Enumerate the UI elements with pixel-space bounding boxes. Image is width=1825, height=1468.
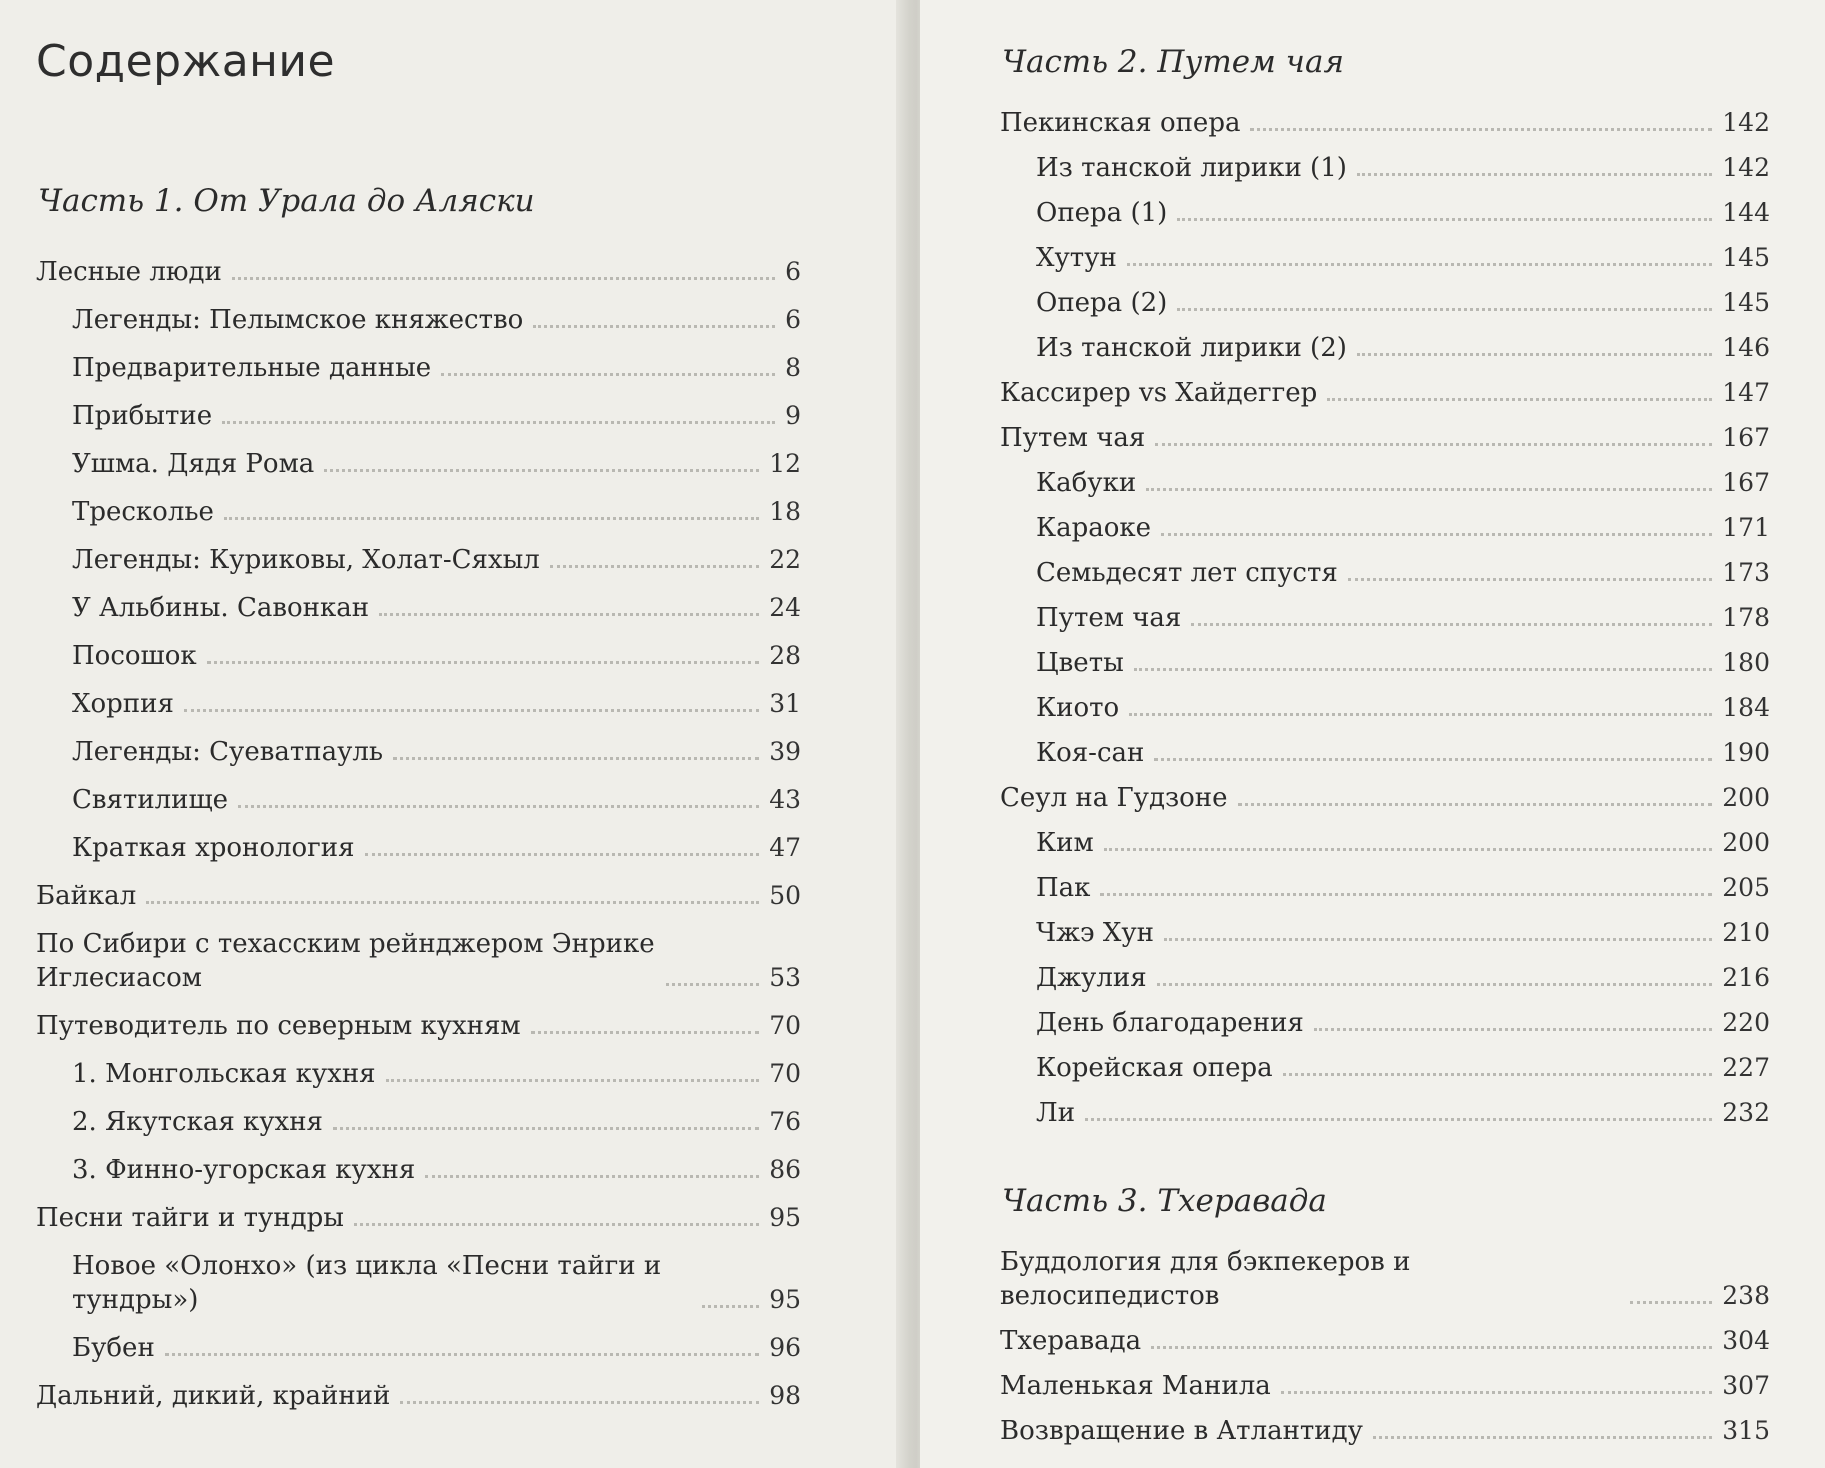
toc-entry-page: 28 — [769, 641, 801, 670]
toc-entry-page: 6 — [785, 257, 801, 286]
toc-entry — [36, 879, 801, 913]
dot-leader — [1238, 803, 1713, 806]
toc-entry-title: Легенды: Куриковы, Холат-Сяхыл — [72, 545, 540, 575]
toc-entry-title: Цветы — [1036, 648, 1124, 678]
toc-entry-page: 142 — [1722, 108, 1770, 137]
toc-entry-title: Святилище — [72, 785, 229, 815]
dot-leader — [238, 805, 759, 808]
toc-entry-title: Легенды: Суеватпауль — [72, 737, 384, 767]
toc-entry-page: 147 — [1722, 378, 1770, 407]
toc-entry-page: 173 — [1722, 558, 1770, 587]
toc-entry-title: По Сибири с техасским рейнджером Энрике Иглесиасом — [36, 929, 655, 993]
toc-entry — [36, 495, 801, 529]
toc-entry-title: Возвращение в Атлантиду — [1000, 1416, 1363, 1446]
toc-entry-title: Кассирер vs Хайдеггер — [1000, 378, 1318, 408]
toc-entry — [1000, 511, 1770, 545]
toc-entry-title: Семьдесят лет спустя — [1036, 558, 1338, 588]
dot-leader — [1129, 713, 1712, 716]
toc-entry-page: 47 — [769, 833, 801, 862]
dot-leader — [393, 757, 759, 760]
toc-title: Содержание — [36, 36, 336, 87]
dot-leader — [1630, 1301, 1712, 1304]
dot-leader — [333, 1127, 759, 1130]
toc-entry-title: У Альбины. Савонкан — [72, 593, 370, 623]
dot-leader — [1327, 398, 1712, 401]
toc-entry-page: 95 — [769, 1203, 801, 1232]
dot-leader — [165, 1353, 759, 1356]
toc-entry — [1000, 736, 1770, 770]
toc-entry — [36, 351, 801, 385]
toc-entry-page: 12 — [769, 449, 801, 478]
toc-entry-page: 205 — [1722, 873, 1770, 902]
toc-entry — [36, 1249, 801, 1317]
toc-entry — [36, 1201, 801, 1235]
toc-entry — [36, 639, 801, 673]
dot-leader — [379, 613, 759, 616]
toc-entry-page: 304 — [1722, 1326, 1770, 1355]
toc-entry-title: Бубен — [72, 1333, 155, 1363]
toc-entry-page: 210 — [1722, 918, 1770, 947]
toc-entry-page: 232 — [1722, 1098, 1770, 1127]
dot-leader — [222, 421, 775, 424]
dot-leader — [365, 853, 760, 856]
toc-entry-page: 95 — [769, 1285, 801, 1314]
toc-entry-title: Прибытие — [72, 401, 213, 431]
toc-entry-page: 76 — [769, 1107, 801, 1136]
toc-entry — [1000, 466, 1770, 500]
toc-entry-title: Из танской лирики (2) — [1036, 333, 1347, 363]
toc-entry — [1000, 1245, 1770, 1313]
toc-entry-title: Чжэ Хун — [1036, 918, 1154, 948]
dot-leader — [1146, 488, 1712, 491]
dot-leader — [1357, 353, 1712, 356]
dot-leader — [324, 469, 759, 472]
toc-entry-title: Пак — [1036, 873, 1091, 903]
dot-leader — [702, 1305, 759, 1308]
toc-entry — [36, 687, 801, 721]
dot-leader — [146, 901, 759, 904]
toc-entry — [1000, 1414, 1770, 1448]
part-1-title: Часть 1. От Урала до Аляски — [38, 183, 535, 219]
toc-entry-title: Опера (1) — [1036, 198, 1168, 228]
toc-entry-page: 200 — [1722, 828, 1770, 857]
toc-entry-title: День благодарения — [1036, 1008, 1304, 1038]
toc-entry — [1000, 1006, 1770, 1040]
toc-entry-page: 167 — [1722, 423, 1770, 452]
dot-leader — [1250, 128, 1712, 131]
toc-entry — [36, 1379, 801, 1413]
toc-entry — [1000, 1369, 1770, 1403]
dot-leader — [550, 565, 759, 568]
dot-leader — [1154, 758, 1712, 761]
dot-leader — [1164, 938, 1712, 941]
toc-entry-title: Путеводитель по северным кухням — [36, 1011, 521, 1041]
toc-entry-title: 2. Якутская кухня — [72, 1107, 323, 1137]
toc-entry — [1000, 151, 1770, 185]
dot-leader — [354, 1223, 759, 1226]
toc-entry — [36, 1009, 801, 1043]
toc-entry-page: 167 — [1722, 468, 1770, 497]
toc-entry — [36, 447, 801, 481]
toc-entry-page: 190 — [1722, 738, 1770, 767]
dot-leader — [531, 1031, 760, 1034]
dot-leader — [1357, 173, 1712, 176]
toc-entry-title: Краткая хронология — [72, 833, 355, 863]
toc-entry-title: Хутун — [1036, 243, 1117, 273]
dot-leader — [441, 373, 775, 376]
toc-entry — [36, 1057, 801, 1091]
toc-entry-title: Новое «Олонхо» (из цикла «Песни тайги и тундры») — [72, 1251, 662, 1315]
toc-entry-page: 18 — [769, 497, 801, 526]
dot-leader — [1085, 1118, 1712, 1121]
part-3-title: Часть 3. Тхеравада — [1002, 1183, 1327, 1219]
toc-entry-page: 24 — [769, 593, 801, 622]
toc-entry-title: Караоке — [1036, 513, 1152, 543]
toc-entry-page: 184 — [1722, 693, 1770, 722]
toc-entry-title: Предварительные данные — [72, 353, 432, 383]
dot-leader — [1314, 1028, 1712, 1031]
toc-entry-page: 39 — [769, 737, 801, 766]
toc-entry-title: Киото — [1036, 693, 1120, 723]
toc-entry-title: Корейская опера — [1036, 1053, 1273, 1083]
toc-entry-title: Джулия — [1036, 963, 1147, 993]
toc-entry-title: Лесные люди — [36, 257, 222, 287]
toc-entry-title: Тхеравада — [1000, 1326, 1142, 1356]
toc-entry — [36, 1331, 801, 1365]
toc-entry — [1000, 961, 1770, 995]
toc-entry-page: 315 — [1722, 1416, 1770, 1445]
toc-entry-title: Путем чая — [1000, 423, 1146, 453]
dot-leader — [1157, 983, 1713, 986]
toc-entry-page: 9 — [785, 401, 801, 430]
toc-entry-page: 144 — [1722, 198, 1770, 227]
toc-entry-page: 70 — [769, 1059, 801, 1088]
right-page — [920, 0, 1825, 1468]
part-1-entries — [36, 255, 801, 1413]
toc-entry — [1000, 781, 1770, 815]
toc-entry-page: 142 — [1722, 153, 1770, 182]
toc-entry-title: Ли — [1036, 1098, 1076, 1128]
dot-leader — [1100, 893, 1712, 896]
toc-entry-title: Ушма. Дядя Рома — [72, 449, 315, 479]
dot-leader — [207, 661, 760, 664]
dot-leader — [1177, 218, 1712, 221]
dot-leader — [1134, 668, 1713, 671]
toc-entry-page: 86 — [769, 1155, 801, 1184]
toc-entry — [1000, 1324, 1770, 1358]
toc-entry — [36, 303, 801, 337]
toc-entry-title: Дальний, дикий, крайний — [36, 1381, 391, 1411]
toc-entry-page: 200 — [1722, 783, 1770, 812]
toc-entry-title: 3. Финно-угорская кухня — [72, 1155, 416, 1185]
toc-entry-page: 145 — [1722, 243, 1770, 272]
toc-entry-title: Кабуки — [1036, 468, 1137, 498]
toc-entry-title: Из танской лирики (1) — [1036, 153, 1347, 183]
dot-leader — [1281, 1391, 1713, 1394]
toc-entry — [36, 399, 801, 433]
dot-leader — [1127, 263, 1712, 266]
toc-entry-page: 227 — [1722, 1053, 1770, 1082]
toc-entry-page: 216 — [1722, 963, 1770, 992]
part-2-title: Часть 2. Путем чая — [1002, 44, 1344, 80]
toc-entry — [1000, 196, 1770, 230]
dot-leader — [425, 1175, 759, 1178]
toc-entry — [1000, 376, 1770, 410]
toc-entry-page: 70 — [769, 1011, 801, 1040]
dot-leader — [1283, 1073, 1713, 1076]
dot-leader — [1104, 848, 1713, 851]
toc-entry — [36, 1153, 801, 1187]
dot-leader — [1373, 1436, 1712, 1439]
dot-leader — [533, 325, 775, 328]
toc-entry-title: Ким — [1036, 828, 1094, 858]
toc-entry-page: 145 — [1722, 288, 1770, 317]
toc-entry-title: Посошок — [72, 641, 197, 671]
toc-entry — [1000, 556, 1770, 590]
dot-leader — [1161, 533, 1712, 536]
toc-entry — [1000, 421, 1770, 455]
toc-entry — [36, 255, 801, 289]
toc-entry — [36, 591, 801, 625]
toc-entry-page: 146 — [1722, 333, 1770, 362]
toc-entry — [36, 927, 801, 995]
toc-entry-title: Сеул на Гудзоне — [1000, 783, 1228, 813]
toc-entry — [1000, 286, 1770, 320]
toc-entry-page: 43 — [769, 785, 801, 814]
toc-entry-page: 220 — [1722, 1008, 1770, 1037]
toc-entry — [1000, 1096, 1770, 1130]
toc-entry-title: Маленькая Манила — [1000, 1371, 1271, 1401]
dot-leader — [666, 983, 759, 986]
dot-leader — [1155, 443, 1712, 446]
toc-entry-page: 178 — [1722, 603, 1770, 632]
toc-entry-title: Коя-сан — [1036, 738, 1145, 768]
toc-entry-page: 53 — [769, 963, 801, 992]
toc-entry-page: 180 — [1722, 648, 1770, 677]
toc-entry — [1000, 331, 1770, 365]
toc-entry — [1000, 1051, 1770, 1085]
toc-entry — [1000, 601, 1770, 635]
toc-entry — [1000, 916, 1770, 950]
toc-entry-page: 238 — [1722, 1281, 1770, 1310]
dot-leader — [232, 277, 775, 280]
toc-entry-page: 50 — [769, 881, 801, 910]
toc-entry-page: 6 — [785, 305, 801, 334]
toc-entry-page: 22 — [769, 545, 801, 574]
dot-leader — [1191, 623, 1712, 626]
part-2-entries — [1000, 106, 1770, 1130]
dot-leader — [1177, 308, 1712, 311]
toc-entry — [1000, 826, 1770, 860]
dot-leader — [224, 517, 759, 520]
toc-entry-title: Путем чая — [1036, 603, 1182, 633]
toc-entry-title: 1. Монгольская кухня — [72, 1059, 376, 1089]
toc-entry-page: 98 — [769, 1381, 801, 1410]
dot-leader — [184, 709, 759, 712]
toc-entry-page: 8 — [785, 353, 801, 382]
toc-entry-title: Трескольe — [72, 497, 214, 527]
toc-entry-page: 171 — [1722, 513, 1770, 542]
toc-entry-title: Хорпия — [72, 689, 174, 719]
toc-entry — [36, 543, 801, 577]
part-3-entries — [1000, 1245, 1770, 1448]
toc-entry — [1000, 106, 1770, 140]
toc-entry — [1000, 646, 1770, 680]
toc-entry — [1000, 871, 1770, 905]
toc-entry-title: Песни тайги и тундры — [36, 1203, 344, 1233]
toc-entry-page: 31 — [769, 689, 801, 718]
toc-entry-title: Пекинская опера — [1000, 108, 1241, 138]
toc-entry — [36, 783, 801, 817]
dot-leader — [1151, 1346, 1712, 1349]
dot-leader — [400, 1401, 759, 1404]
toc-entry-title: Легенды: Пелымское княжество — [72, 305, 524, 335]
toc-entry — [36, 831, 801, 865]
dot-leader — [386, 1079, 760, 1082]
dot-leader — [1348, 578, 1713, 581]
toc-entry-title: Байкал — [36, 881, 137, 911]
toc-entry — [36, 735, 801, 769]
toc-entry-title: Опера (2) — [1036, 288, 1168, 318]
toc-entry — [1000, 241, 1770, 275]
toc-entry — [1000, 691, 1770, 725]
left-page — [0, 0, 905, 1468]
toc-entry-page: 96 — [769, 1333, 801, 1362]
toc-entry-title: Буддология для бэкпекеров и велосипедистов — [1000, 1247, 1411, 1311]
toc-entry-page: 307 — [1722, 1371, 1770, 1400]
toc-entry — [36, 1105, 801, 1139]
